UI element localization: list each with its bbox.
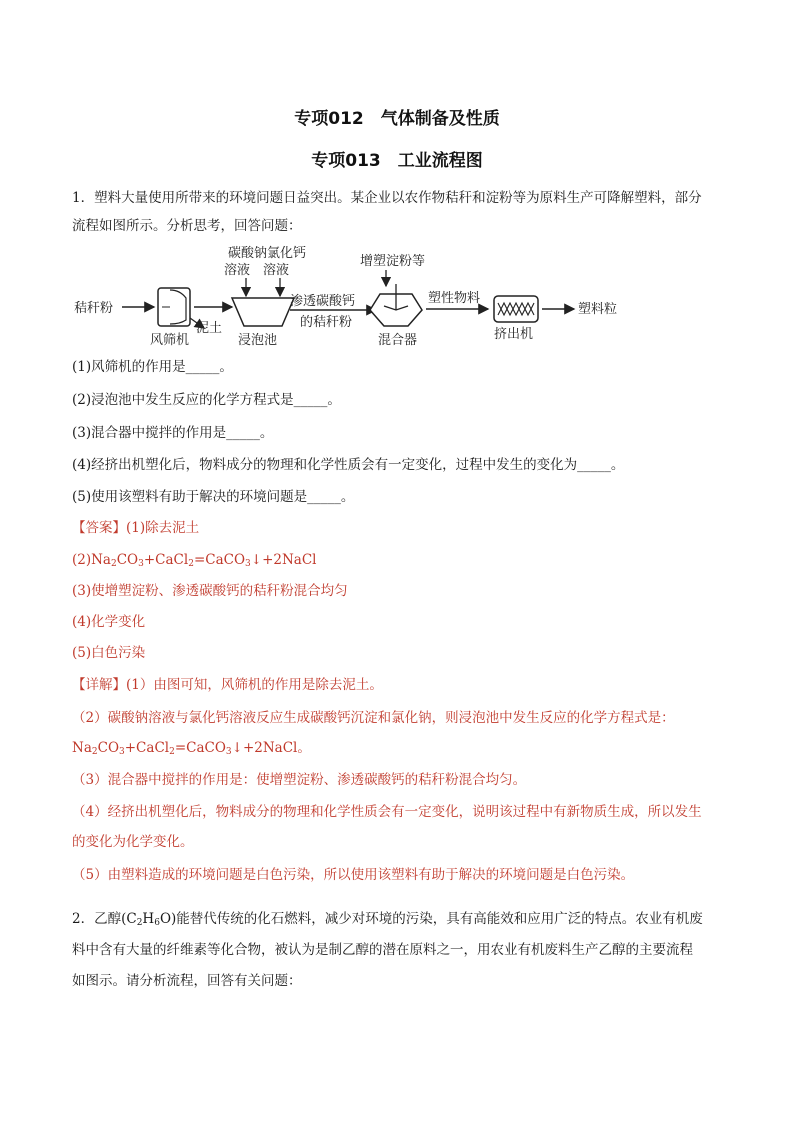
label-treated-straw-1: 渗透碳酸钙: [290, 294, 356, 309]
label-soaking-pool: 浸泡池: [238, 333, 278, 348]
answer-3: (3)使增塑淀粉、渗透碳酸钙的秸秆粉混合均匀: [72, 583, 348, 599]
q1-stem-line1: 1．塑料大量使用所带来的环境问题日益突出。某企业以农作物秸秆和淀粉等为原料生产可降解塑料，部分: [72, 190, 702, 206]
detail-4-cont: 的变化为化学变化。: [72, 834, 194, 850]
section-title-013: 专项013 工业流程图: [311, 151, 483, 171]
answer-2-part: ↓+2NaCl: [250, 552, 317, 568]
equation-part: +CaCl: [124, 740, 170, 756]
detail-line1: [72, 675, 722, 695]
label-wind-sieve: 风筛机: [150, 333, 190, 348]
label-mixer: 混合器: [378, 333, 418, 348]
answer-2-part: =CaCO: [193, 552, 246, 568]
section-title-012: 专项012 气体制备及性质: [294, 109, 500, 129]
wind-sieve-icon: [158, 288, 190, 326]
subscript: 2: [169, 747, 175, 757]
q2-text-part: O: [159, 911, 172, 927]
answer-2-part: CO: [116, 552, 139, 568]
subscript: 6: [154, 918, 160, 928]
q1-sub4: (4)经挤出机塑化后，物料成分的物理和化学性质会有一定变化，过程中发生的变化为_____。: [72, 457, 625, 473]
process-flow-diagram: [66, 240, 666, 352]
q2-text-part: 2．乙醇(C: [72, 911, 137, 927]
q1-sub1: (1)风筛机的作用是_____。: [72, 359, 233, 375]
equation-part: Na: [72, 740, 92, 756]
label-additive: 增塑淀粉等: [360, 254, 426, 269]
subscript: 3: [119, 747, 125, 757]
answer-2-part: +CaCl: [143, 552, 189, 568]
detail-2: （2）碳酸钠溶液与氯化钙溶液反应生成碳酸钙沉淀和氯化钠，则浸泡池中发生反应的化学方程式是：: [72, 710, 675, 726]
q2-text-part: )能替代传统的化石燃料，减少对环境的污染，具有高能效和应用广泛的特点。农业有机废: [171, 911, 703, 927]
q1-sub5: (5)使用该塑料有助于解决的环境问题是_____。: [72, 489, 355, 505]
subscript: 2: [188, 559, 194, 569]
subscript: 3: [138, 559, 144, 569]
answer-2-part: (2)Na: [72, 552, 111, 568]
detail-label: 【详解】: [72, 677, 126, 693]
label-extruder: 挤出机: [494, 327, 534, 342]
subscript: 3: [225, 747, 232, 757]
mixer-icon: [370, 284, 422, 326]
answer-1: (1)除去泥土: [126, 520, 200, 536]
subscript: 2: [91, 747, 98, 757]
label-treated-straw-2: 的秸秆粉: [300, 315, 353, 330]
detail-2-equation: [72, 738, 722, 762]
label-reagents-1: 碳酸钠氯化钙: [228, 246, 307, 261]
q1-sub2: (2)浸泡池中发生反应的化学方程式是_____。: [72, 392, 341, 408]
subscript: 3: [245, 559, 251, 569]
label-straw-powder: 秸秆粉: [74, 301, 114, 316]
q2-stem-line1: [72, 909, 722, 933]
q2-stem-line2: 料中含有大量的纤维素等化合物，被认为是制乙醇的潜在原料之一，用农业有机废料生产乙醇的主要流程: [72, 942, 693, 958]
answer-label: 【答案】: [72, 520, 126, 536]
extruder-icon: [494, 296, 538, 322]
q1-sub3: (3)混合器中搅拌的作用是_____。: [72, 425, 274, 441]
subscript: 2: [110, 559, 117, 569]
soaking-pool-icon: [232, 298, 294, 326]
detail-4: （4）经挤出机塑化后，物料成分的物理和化学性质会有一定变化，说明该过程中有新物质生成，所以发生: [72, 804, 702, 820]
answer-4: (4)化学变化: [72, 614, 146, 630]
answer-line2: [72, 550, 722, 574]
q2-text-part: H: [142, 911, 155, 927]
detail-1: (1）由图可知，风筛机的作用是除去泥土。: [126, 677, 383, 693]
equation-part: =CaCO: [174, 740, 226, 756]
label-mud: 泥土: [196, 321, 223, 336]
detail-3: （3）混合器中搅拌的作用是：使增塑淀粉、渗透碳酸钙的秸秆粉混合均匀。: [72, 772, 527, 788]
q2-stem-line3: 如图示。请分析流程，回答有关问题：: [72, 973, 302, 989]
equation-part: ↓+2NaCl。: [231, 740, 311, 756]
detail-5: （5）由塑料造成的环境问题是白色污染，所以使用该塑料有助于解决的环境问题是白色污染。: [72, 867, 635, 883]
label-plastic-material: 塑性物料: [428, 291, 481, 306]
label-plastic-pellet: 塑料粒: [578, 302, 618, 317]
q1-stem-line2: 流程如图所示。分析思考，回答问题：: [72, 218, 302, 234]
answer-line1: [72, 518, 722, 538]
answer-5: (5)白色污染: [72, 645, 146, 661]
equation-part: CO: [97, 740, 120, 756]
label-reagents-2: 溶液 溶液: [224, 263, 290, 278]
subscript: 2: [136, 918, 143, 928]
